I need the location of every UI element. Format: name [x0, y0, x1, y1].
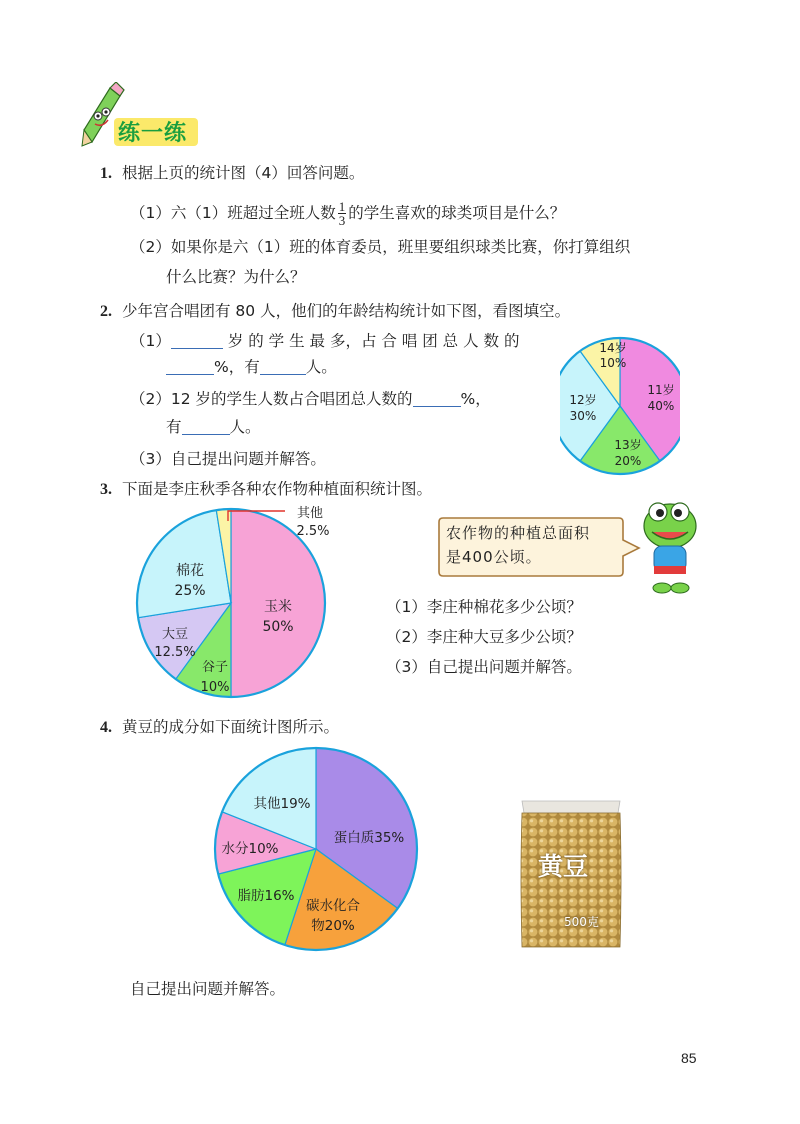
frog-mascot-icon: [640, 500, 700, 596]
q2-sub1-end: 人。: [305, 358, 337, 376]
pie1-label-2-1: 13岁: [614, 438, 642, 452]
q2-sub3: （3）自己提出问题并解答。: [130, 450, 326, 468]
q1-number: 1.: [100, 165, 112, 182]
q2-sub2-unit: %，: [460, 390, 491, 408]
pie1-label-1-1: 11岁: [647, 383, 675, 397]
soybean-composition-pie-chart: [205, 745, 430, 955]
q3-number: 3.: [100, 481, 112, 498]
q2-text: 少年宫合唱团有 80 人，他们的年龄结构统计如下图，看图填空。: [122, 302, 571, 320]
pie3-label-1-1: 蛋白质35%: [333, 830, 405, 846]
pie2-label-1-1: 玉米: [264, 599, 292, 615]
pie2-other-value: 2.5%: [296, 524, 330, 539]
pie3-label-3-1: 脂肪16%: [237, 888, 295, 904]
q4-title: [100, 716, 339, 739]
q2-blank-age[interactable]: [171, 332, 223, 349]
pie3-label-2-2: 物20%: [311, 918, 355, 934]
pie2-label-4-2: 25%: [174, 583, 206, 599]
q2-blank-count[interactable]: [260, 358, 306, 375]
pie2-other-label: 其他: [296, 506, 324, 521]
q2-sub1-prefix: （1）: [130, 332, 171, 350]
bubble-line2: 是400公顷。: [446, 548, 542, 566]
crop-area-pie-chart: [135, 505, 375, 705]
q2-sub1-mid: %，有: [214, 358, 260, 376]
pie1-label-4-1: 14岁: [599, 341, 627, 355]
choir-age-pie-chart: [560, 330, 680, 480]
pie3-label-5-1: 其他19%: [253, 796, 311, 812]
pie1-label-3-2: 30%: [569, 409, 597, 423]
pie2-label-1-2: 50%: [262, 619, 294, 635]
q2-blank-percent[interactable]: [166, 358, 214, 375]
q1-text: 根据上页的统计图（4）回答问题。: [122, 164, 365, 182]
pie3-label-2-1: 碳水化合: [306, 898, 360, 914]
bag-title: 黄豆: [538, 852, 589, 881]
q1-sub1-after: 的学生喜欢的球类项目是什么？: [348, 204, 566, 222]
bag-weight: 500克: [564, 915, 599, 929]
bubble-line1: 农作物的种植总面积: [446, 524, 591, 542]
q2-number: 2.: [100, 303, 112, 320]
q2-blank-12-count[interactable]: [182, 418, 230, 435]
q1-sub2-line2: 什么比赛？为什么？: [166, 268, 306, 286]
q3-title: [100, 478, 432, 501]
q2-sub1-line1: [130, 330, 519, 352]
section-header: [80, 82, 210, 148]
q2-sub1-line2: [166, 356, 337, 378]
pie2-label-4-1: 棉花: [176, 563, 204, 579]
pie2-label-2-1: 谷子: [201, 660, 229, 675]
pie1-label-3-1: 12岁: [569, 393, 597, 407]
fraction: [338, 200, 347, 227]
q1-sub1-before: （1）六（1）班超过全班人数: [130, 204, 336, 222]
pie2-label-3-1: 大豆: [161, 627, 189, 642]
q2-blank-12-percent[interactable]: [413, 390, 461, 407]
q2-sub2-prefix: 有: [166, 418, 182, 436]
q1-title: [100, 162, 364, 185]
q4-ask: 自己提出问题并解答。: [130, 980, 286, 998]
q3-sub3: （3）自己提出问题并解答。: [386, 658, 582, 676]
q3-text: 下面是李庄秋季各种农作物种植面积统计图。: [122, 480, 433, 498]
q2-title: [100, 300, 570, 323]
q2-sub2-line2: [166, 416, 261, 438]
page-number: 85: [681, 1050, 697, 1066]
fraction-denominator: 3: [338, 213, 346, 228]
q2-sub2-text: （2）12 岁的学生人数占合唱团总人数的: [130, 390, 413, 408]
q3-sub1: （1）李庄种棉花多少公顷？: [386, 598, 582, 616]
q4-number: 4.: [100, 719, 112, 736]
q2-sub2-end: 人。: [229, 418, 261, 436]
pie1-label-2-2: 20%: [614, 454, 642, 468]
q4-text: 黄豆的成分如下面统计图所示。: [122, 718, 340, 736]
soybean-bag-image: [518, 797, 624, 953]
pie2-label-2-2: 10%: [200, 680, 230, 695]
q2-sub1-text: 岁 的 学 生 最 多，占 合 唱 团 总 人 数 的: [227, 332, 520, 350]
pie1-label-1-2: 40%: [647, 399, 675, 413]
q1-sub2-line1: （2）如果你是六（1）班的体育委员，班里要组织球类比赛，你打算组织: [130, 238, 631, 256]
fraction-numerator: 1: [338, 199, 346, 214]
pie2-label-3-2: 12.5%: [154, 645, 196, 660]
pie3-label-4-1: 水分10%: [221, 841, 279, 857]
pie1-label-4-2: 10%: [599, 356, 627, 370]
header-title: 练一练: [118, 121, 188, 146]
q1-sub1: [130, 200, 565, 227]
q2-sub2-line1: [130, 388, 491, 410]
q3-sub2: （2）李庄种大豆多少公顷？: [386, 628, 582, 646]
